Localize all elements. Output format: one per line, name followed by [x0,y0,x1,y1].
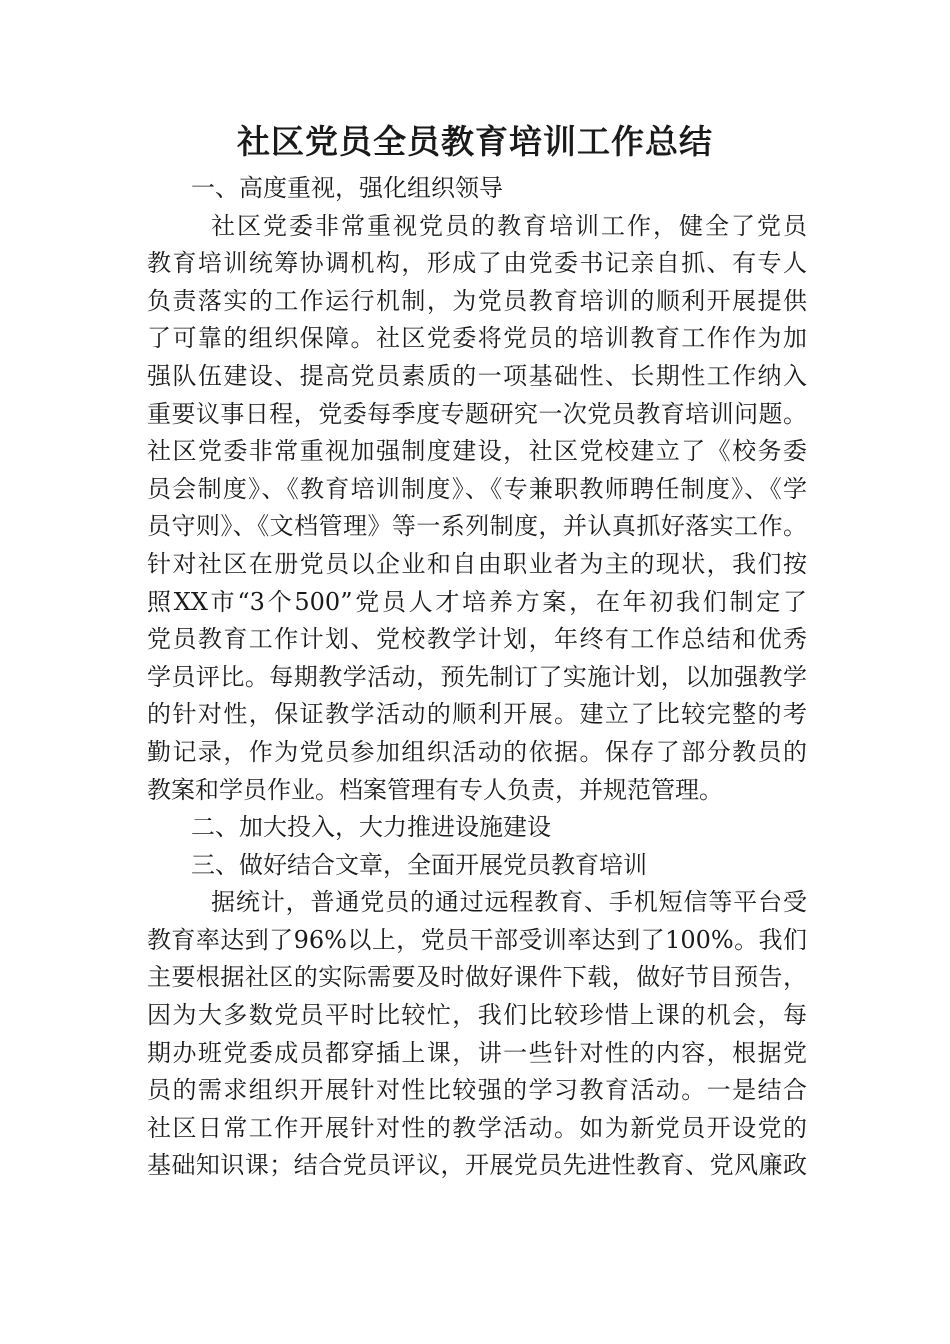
paragraph-line: 了可靠的组织保障。社区党委将党员的培训教育工作作为加 [147,324,807,353]
paragraph-line: 勤记录，作为党员参加组织活动的依据。保存了部分教员的 [147,737,807,766]
paragraph-line: 社区党委非常重视党员的教育培训工作，健全了党员 [211,211,807,240]
paragraph-line: 负责落实的工作运行机制，为党员教育培训的顺利开展提供 [147,286,807,315]
document-body [147,170,807,1185]
paragraph-line: 照XX市“3个500”党员人才培养方案，在年初我们制定了 [147,587,807,616]
paragraph-line: 学员评比。每期教学活动，预先制订了实施计划，以加强教学 [147,662,807,691]
paragraph-line: 教育培训统筹协调机构，形成了由党委书记亲自抓、有专人 [147,249,807,278]
section-heading-1: 一、高度重视，强化组织领导 [191,174,503,202]
paragraph-line: 员会制度》、《教育培训制度》、《专兼职教师聘任制度》、《学 [147,474,807,503]
section-heading-2: 二、加大投入，大力推进设施建设 [191,813,551,842]
paragraph-line: 主要根据社区的实际需要及时做好课件下载，做好节目预告， [147,963,807,992]
paragraph-line: 教育率达到了96%以上，党员干部受训率达到了100%。我们 [147,925,807,954]
paragraph-line: 据统计，普通党员的通过远程教育、手机短信等平台受 [211,888,807,917]
paragraph-line: 教案和学员作业。档案管理有专人负责，并规范管理。 [147,775,723,804]
paragraph-line: 党员教育工作计划、党校教学计划，年终有工作总结和优秀 [147,625,807,654]
paragraph-line: 重要议事日程，党委每季度专题研究一次党员教育培训问题。 [147,399,807,428]
section-heading-3: 三、做好结合文章，全面开展党员教育培训 [191,850,647,879]
paragraph-line: 因为大多数党员平时比较忙，我们比较珍惜上课的机会，每 [147,1001,807,1030]
paragraph-line: 社区日常工作开展针对性的教学活动。如为新党员开设党的 [147,1113,807,1142]
paragraph-line: 基础知识课；结合党员评议，开展党员先进性教育、党风廉政 [147,1151,807,1180]
paragraph-line: 的针对性，保证教学活动的顺利开展。建立了比较完整的考 [147,700,807,729]
paragraph-line: 员的需求组织开展针对性比较强的学习教育活动。一是结合 [147,1076,807,1105]
paragraph-line: 强队伍建设、提高党员素质的一项基础性、长期性工作纳入 [147,361,807,390]
paragraph-line: 期办班党委成员都穿插上课，讲一些针对性的内容，根据党 [147,1038,807,1067]
paragraph-line: 社区党委非常重视加强制度建设，社区党校建立了《校务委 [147,437,807,466]
paragraph-line: 员守则》、《文档管理》等一系列制度，并认真抓好落实工作。 [147,512,807,541]
paragraph-line: 针对社区在册党员以企业和自由职业者为主的现状，我们按 [147,549,807,578]
document-title: 社区党员全员教育培训工作总结 [237,122,713,161]
